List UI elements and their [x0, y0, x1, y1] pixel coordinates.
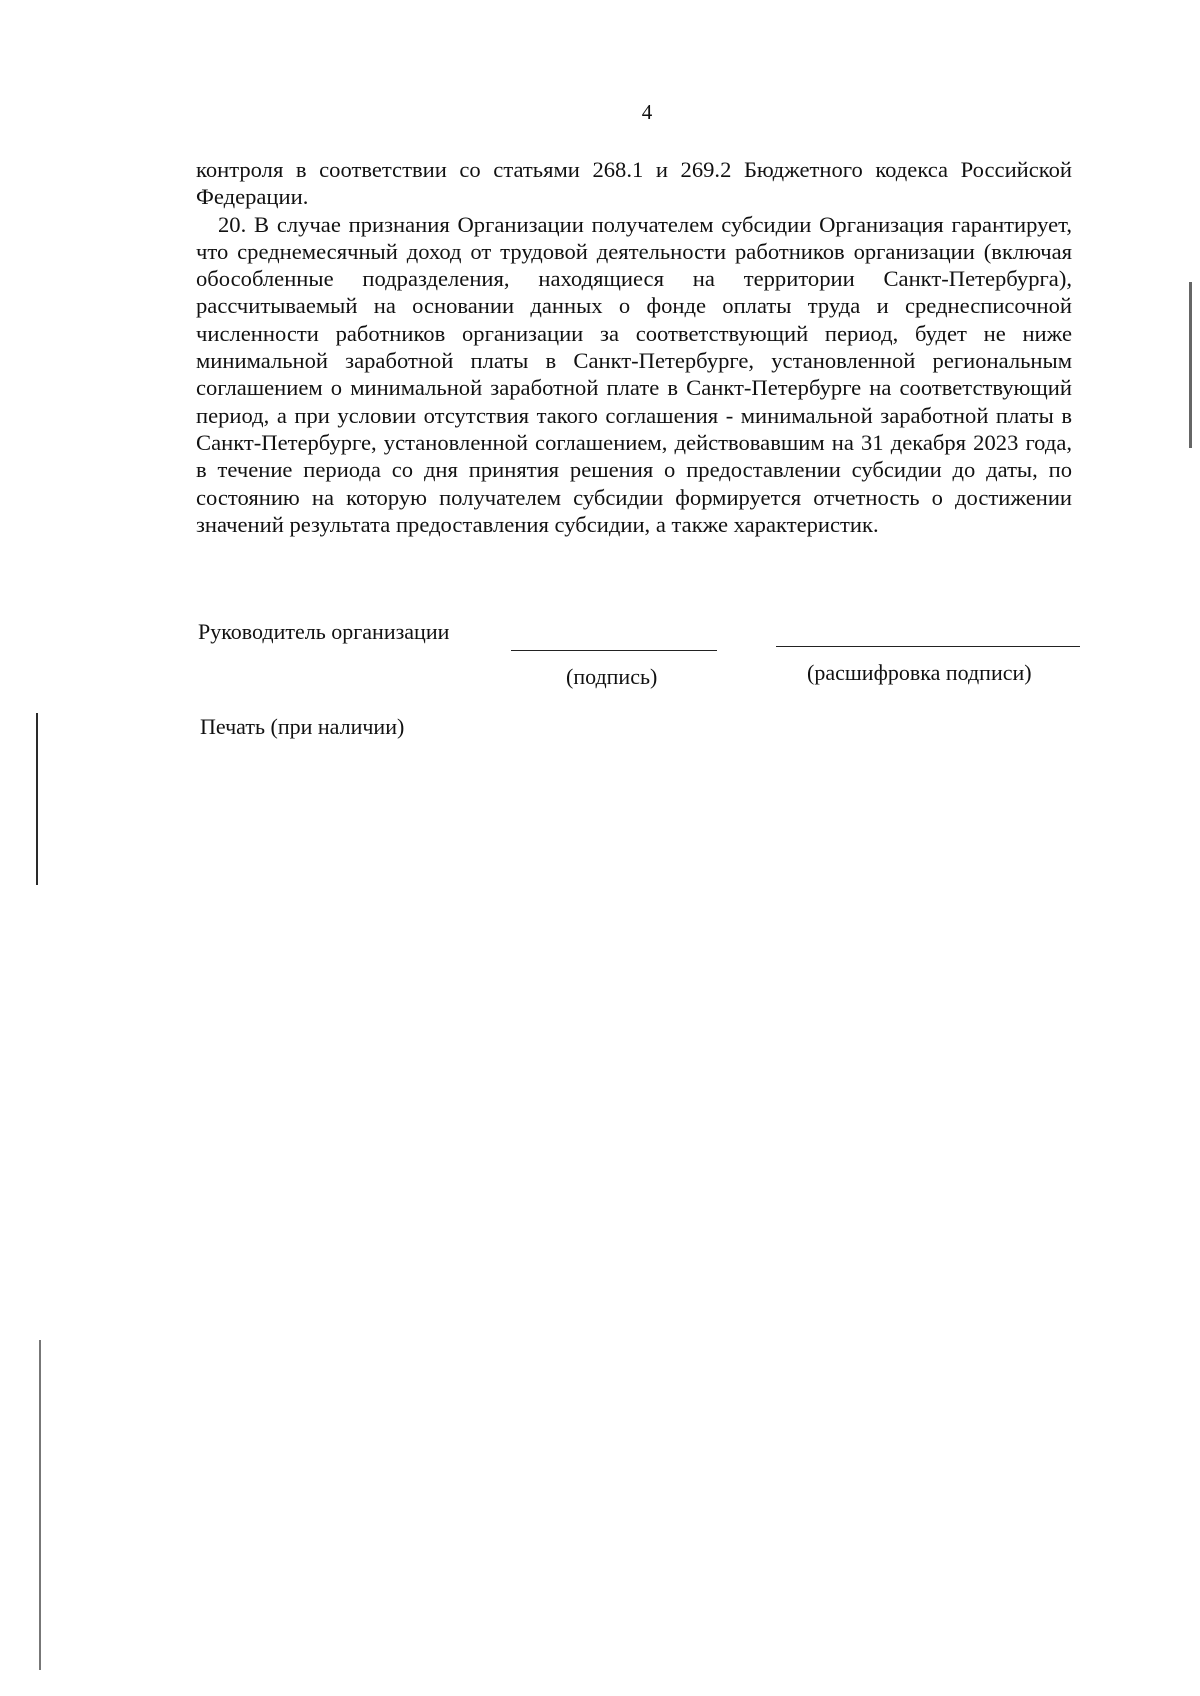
- signature-label: Руководитель организации: [198, 619, 450, 644]
- signature-decode-caption: (расшифровка подписи): [807, 660, 1032, 685]
- stamp-label: Печать (при наличии): [200, 714, 405, 739]
- signature-line: [511, 650, 717, 651]
- page-number: 4: [641, 100, 653, 124]
- scan-artifact: [1189, 282, 1192, 448]
- document-body: [196, 156, 1072, 538]
- scan-artifact: [36, 713, 38, 885]
- signature-caption: (подпись): [566, 664, 658, 689]
- scan-artifact: [39, 1340, 41, 1670]
- signature-decode-line: [776, 646, 1080, 647]
- paragraph-item-20: 20. В случае признания Организации получателем субсидии Организация гарантирует, что среднемесячный доход от трудовой деятельности работников организации (включая обособленные подразделения, находящиеся на территории Санкт-Петербурга), рассчитываемый на основании данных о фонде оплаты труда и среднесписочной численности работников организации за соответствующий период, будет не ниже минимальной заработной платы в Санкт-Петербурге, установленной региональным соглашением о минимальной заработной плате в Санкт-Петербурге на соответствующий период, а при условии отсутствия такого соглашения - минимальной заработной платы в Санкт-Петербурге, установленной соглашением, действовавшим на 31 декабря 2023 года, в течение периода со дня принятия решения о предоставлении субсидии до даты, по состоянию на которую получателем субсидии формируется отчетность о достижении значений результата предоставления субсидии, а также характеристик.: [196, 211, 1072, 537]
- paragraph-continuation: контроля в соответствии со статьями 268.1 и 269.2 Бюджетного кодекса Российской Федерации.: [196, 157, 1072, 210]
